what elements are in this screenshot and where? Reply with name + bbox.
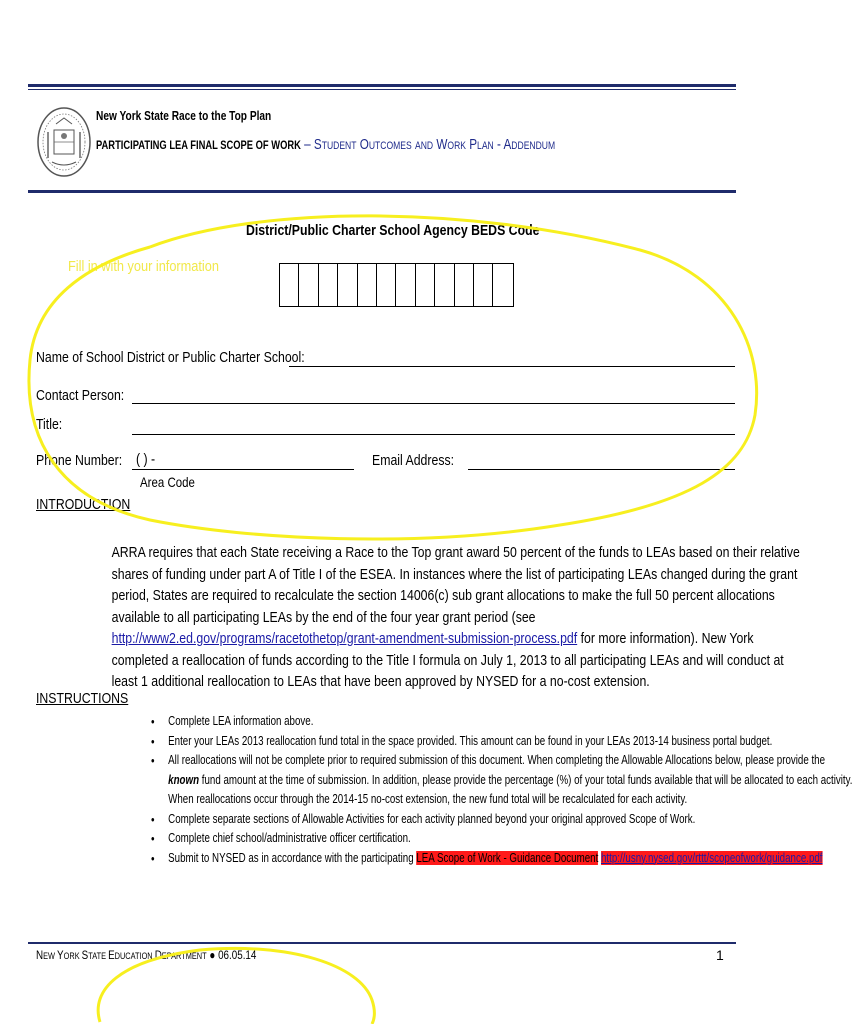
district-name-field[interactable]: [289, 366, 735, 367]
beds-code-digit-box[interactable]: [280, 264, 299, 306]
beds-code-title: District/Public Charter School Agency BEDS Code: [246, 222, 540, 239]
footer-letter: S: [81, 948, 89, 962]
header-title-prefix: PARTICIPATING LEA FINAL SCOPE OF WORK: [96, 138, 301, 152]
introduction-paragraph: [112, 542, 801, 693]
list-item: • Complete separate sections of Allowable Activities for each activity planned beyond your original approved Scope of Work.: [151, 810, 853, 830]
reallocation-text-cont: fund amount at the time of submission. In addition, please provide the percentage (%) of your total funds available that will be allocated to each activity. When reallocations occur through the 2014-15 no-cost extension, the new fund total will be recalculated for each activity.: [168, 772, 853, 806]
reallocation-text: All reallocations will not be complete prior to required submission of this document. When completing the Allowable Allocations below, please provide the: [168, 753, 826, 767]
list-item: • Enter your LEAs 2013 reallocation fund total in the space provided. This amount can be found in your LEAs 2013-14 business portal budget.: [151, 732, 853, 752]
email-address-label: Email Address:: [372, 452, 455, 469]
footer-letter: D: [154, 948, 162, 962]
beds-code-digit-box[interactable]: [338, 264, 357, 306]
header-title-dash: –: [300, 136, 314, 153]
beds-code-digit-box[interactable]: [416, 264, 435, 306]
grant-amendment-link[interactable]: http://www2.ed.gov/programs/racetothetop/grant-amendment-submission-process.pdf: [111, 630, 578, 647]
footer-date: 06.05.14: [218, 948, 257, 962]
footer-letters: EPARTMENT: [161, 951, 207, 961]
title-label: Title:: [36, 416, 63, 433]
header-rule: [28, 84, 736, 87]
beds-code-digit-box[interactable]: [358, 264, 377, 306]
footer-letter: E: [108, 948, 115, 962]
beds-code-digit-box[interactable]: [474, 264, 493, 306]
area-code-label: Area Code: [140, 474, 195, 490]
introduction-heading: INTRODUCTION: [36, 496, 131, 513]
footer-letter: N: [36, 948, 44, 962]
header-bottom-rule: [28, 190, 736, 193]
beds-code-digit-box[interactable]: [377, 264, 396, 306]
beds-code-digit-box[interactable]: [319, 264, 338, 306]
beds-code-digit-box[interactable]: [493, 264, 512, 306]
footer-letters: TATE: [88, 951, 109, 961]
contact-person-label: Contact Person:: [36, 387, 125, 404]
district-name-label: Name of School District or Public Charter School:: [36, 349, 305, 366]
phone-format: ( ) -: [136, 451, 156, 468]
header-title-suffix: Student Outcomes and Work Plan - Addendum: [313, 136, 556, 153]
footer-letters: ORK: [63, 951, 82, 961]
intro-text-after-link: for more information). New York completed a reallocation of funds according to the Title I formula on July 1, 2013 to all participating LEAs and will conduct at least 1 additional reallocation to LEAs that have been approved by NYSED for a no-cost extension.: [111, 630, 784, 690]
contact-person-field[interactable]: [132, 403, 735, 404]
footer-bullet: ●: [206, 948, 219, 962]
beds-code-digit-box[interactable]: [299, 264, 318, 306]
known-word: known: [168, 772, 200, 787]
beds-code-digit-box[interactable]: [435, 264, 454, 306]
header-document-title: [96, 136, 555, 153]
submit-text: Submit to NYSED as in accordance with the participating: [168, 850, 417, 865]
footer-letters: EW: [43, 951, 58, 961]
instructions-heading: INSTRUCTIONS: [36, 690, 129, 707]
beds-code-digit-box[interactable]: [396, 264, 415, 306]
list-item: [151, 751, 853, 810]
intro-text-before-link: ARRA requires that each State receiving a Race to the Top grant award 50 percent of the funds to LEAs based on their relative shares of funding under part A of Title I of the ESEA. In instances where the list of participating LEAs changed during the grant period, States are required to recalculate the section 14006(c) sub grant allocations to make the full 50 percent allocations available to all participating LEAs by the end of the four year grant period (see: [111, 544, 800, 626]
phone-number-field[interactable]: [132, 469, 354, 470]
title-field[interactable]: [132, 434, 735, 435]
list-item: • Complete LEA information above.: [151, 712, 853, 732]
footer-letters: DUCATION: [114, 951, 155, 961]
fill-in-annotation: Fill in with your information: [68, 258, 219, 275]
beds-code-digit-box[interactable]: [455, 264, 474, 306]
header-plan-title: New York State Race to the Top Plan: [96, 108, 272, 123]
footer-letter: Y: [57, 948, 64, 962]
email-address-field[interactable]: [468, 469, 735, 470]
page-number: 1: [716, 947, 724, 963]
header-rule-thin: [28, 89, 736, 90]
instructions-list: [151, 712, 853, 868]
phone-number-label: Phone Number:: [36, 452, 123, 469]
list-item: [151, 849, 853, 869]
beds-code-boxes: [279, 263, 514, 307]
guidance-document-highlight: LEA Scope of Work - Guidance Document: [416, 850, 599, 865]
list-item: • Complete chief school/administrative officer certification.: [151, 829, 853, 849]
guidance-document-link[interactable]: http://usny.nysed.gov/rttt/scopeofwork/guidance.pdf: [601, 850, 823, 865]
footer-rule: [28, 942, 736, 944]
footer-department: [36, 948, 256, 962]
new-york-state-seal-icon: [36, 104, 92, 180]
